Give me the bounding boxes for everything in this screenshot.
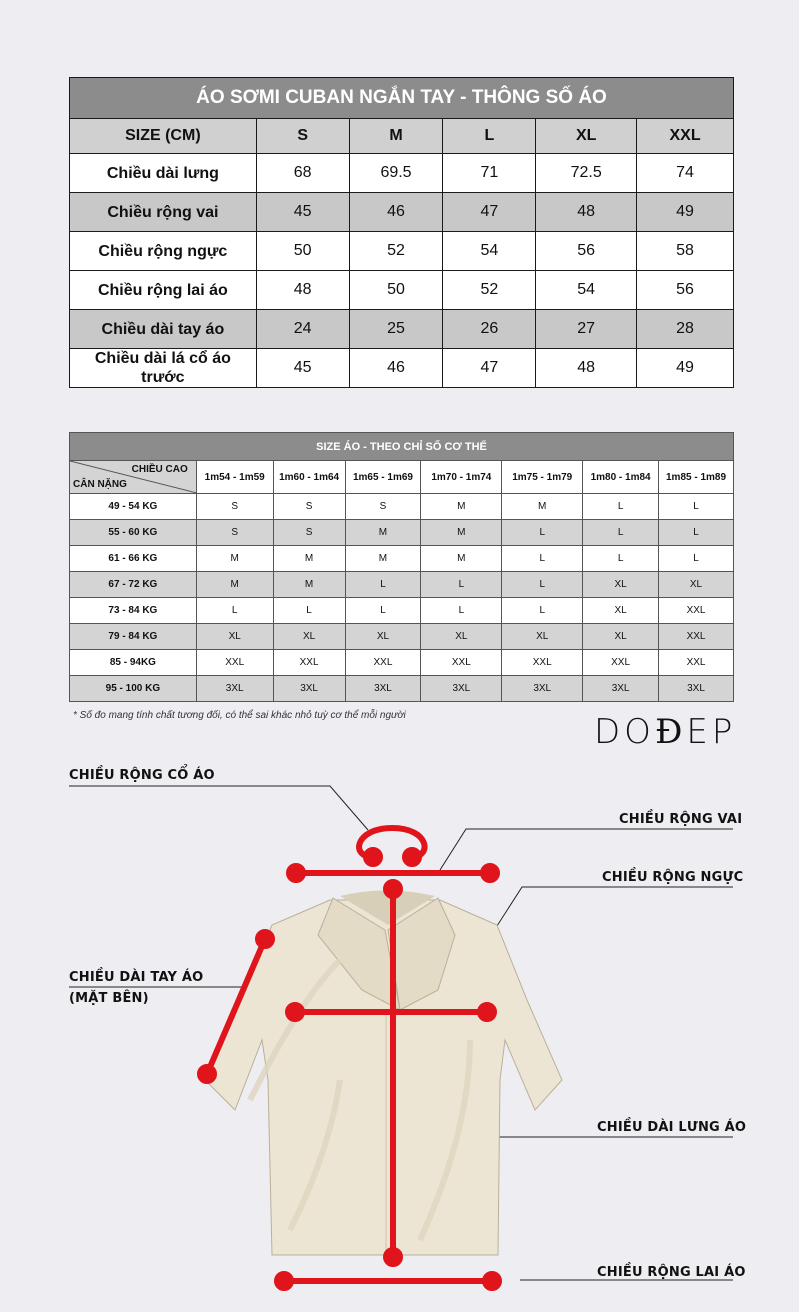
size-cell: L (421, 598, 502, 624)
table-cell: 69.5 (349, 154, 443, 193)
spec-table (69, 77, 734, 388)
table-row (70, 598, 734, 624)
table-cell: 48 (256, 271, 349, 310)
size-cell: XXL (659, 598, 734, 624)
row-label: Chiều dài lưng (70, 154, 257, 193)
table-row (70, 271, 734, 310)
body-table-title: SIZE ÁO - THEO CHỈ SỐ CƠ THỂ (70, 433, 734, 461)
callout-collar: CHIỀU RỘNG CỔ ÁO (69, 768, 215, 783)
table-cell: 52 (443, 271, 536, 310)
size-cell: L (345, 572, 421, 598)
table-row (70, 572, 734, 598)
height-header: 1m80 - 1m84 (583, 461, 659, 494)
size-cell: L (502, 598, 583, 624)
size-cell: 3XL (196, 676, 273, 702)
table-row (70, 520, 734, 546)
table-cell: 50 (256, 232, 349, 271)
size-cell: XL (273, 624, 345, 650)
size-cell: XXL (421, 650, 502, 676)
row-label: Chiều dài lá cổ áo trước (70, 349, 257, 388)
size-cell: XXL (659, 624, 734, 650)
table-cell: 49 (637, 349, 734, 388)
size-cell: L (502, 520, 583, 546)
corner-cell (70, 461, 197, 494)
callout-chest: CHIỀU RỘNG NGỰC (602, 870, 744, 885)
table-cell: 48 (536, 349, 637, 388)
table-cell: 56 (637, 271, 734, 310)
callout-sleeve-note: (MẶT BÊN) (69, 991, 149, 1006)
size-cell: XXL (345, 650, 421, 676)
spec-header-l: L (443, 119, 536, 154)
weight-label: 95 - 100 KG (70, 676, 197, 702)
size-cell: XL (345, 624, 421, 650)
size-cell: M (421, 520, 502, 546)
callout-sleeve: CHIỀU DÀI TAY ÁO (69, 970, 204, 985)
table-cell: 47 (443, 349, 536, 388)
size-cell: M (196, 546, 273, 572)
disclaimer-note: * Số đo mang tính chất tương đối, có thể sai khác nhỏ tuỳ cơ thể mỗi người (73, 710, 406, 721)
size-cell: XL (421, 624, 502, 650)
table-cell: 45 (256, 349, 349, 388)
table-row (70, 310, 734, 349)
spec-table-title: ÁO SƠMI CUBAN NGẮN TAY - THÔNG SỐ ÁO (70, 78, 734, 119)
size-cell: L (273, 598, 345, 624)
height-header: 1m54 - 1m59 (196, 461, 273, 494)
shirt-measurement-diagram (0, 740, 799, 1312)
size-cell: L (502, 572, 583, 598)
size-cell: M (421, 546, 502, 572)
size-cell: L (583, 494, 659, 520)
brand-logo: DOĐEP (594, 712, 737, 752)
table-cell: 50 (349, 271, 443, 310)
size-cell: XXL (583, 650, 659, 676)
height-header: 1m85 - 1m89 (659, 461, 734, 494)
row-label: Chiều rộng lai áo (70, 271, 257, 310)
size-cell: 3XL (659, 676, 734, 702)
size-cell: S (196, 494, 273, 520)
size-cell: 3XL (583, 676, 659, 702)
size-cell: 3XL (273, 676, 345, 702)
spec-header-s: S (256, 119, 349, 154)
callout-back-length: CHIỀU DÀI LƯNG ÁO (597, 1120, 747, 1135)
height-header: 1m75 - 1m79 (502, 461, 583, 494)
size-cell: M (345, 520, 421, 546)
weight-label: 49 - 54 KG (70, 494, 197, 520)
table-row (70, 676, 734, 702)
table-cell: 27 (536, 310, 637, 349)
size-cell: L (659, 520, 734, 546)
size-cell: XL (583, 624, 659, 650)
table-cell: 52 (349, 232, 443, 271)
table-cell: 47 (443, 193, 536, 232)
table-row (70, 193, 734, 232)
size-cell: M (196, 572, 273, 598)
table-row (70, 232, 734, 271)
table-row (70, 494, 734, 520)
size-cell: L (583, 520, 659, 546)
size-cell: XXL (659, 650, 734, 676)
table-cell: 45 (256, 193, 349, 232)
size-cell: L (583, 546, 659, 572)
row-label: Chiều dài tay áo (70, 310, 257, 349)
table-row (70, 624, 734, 650)
callout-shoulder: CHIỀU RỘNG VAI (619, 812, 743, 827)
size-cell: L (421, 572, 502, 598)
size-cell: M (345, 546, 421, 572)
size-cell: L (659, 494, 734, 520)
table-cell: 26 (443, 310, 536, 349)
table-cell: 54 (443, 232, 536, 271)
table-cell: 46 (349, 193, 443, 232)
size-cell: S (273, 494, 345, 520)
table-cell: 74 (637, 154, 734, 193)
weight-label: 61 - 66 KG (70, 546, 197, 572)
size-cell: XXL (502, 650, 583, 676)
size-cell: XL (502, 624, 583, 650)
size-cell: 3XL (502, 676, 583, 702)
height-header: 1m65 - 1m69 (345, 461, 421, 494)
size-cell: 3XL (421, 676, 502, 702)
weight-axis-label: CÂN NẶNG (73, 479, 127, 490)
size-cell: XL (583, 598, 659, 624)
callout-hem: CHIỀU RỘNG LAI ÁO (597, 1265, 746, 1280)
table-cell: 25 (349, 310, 443, 349)
table-cell: 49 (637, 193, 734, 232)
table-cell: 24 (256, 310, 349, 349)
size-cell: M (273, 572, 345, 598)
table-row (70, 650, 734, 676)
weight-label: 67 - 72 KG (70, 572, 197, 598)
size-cell: M (421, 494, 502, 520)
table-cell: 48 (536, 193, 637, 232)
size-cell: XL (659, 572, 734, 598)
table-row (70, 349, 734, 388)
weight-label: 85 - 94KG (70, 650, 197, 676)
table-cell: 56 (536, 232, 637, 271)
spec-header-xxl: XXL (637, 119, 734, 154)
row-label: Chiều rộng ngực (70, 232, 257, 271)
weight-label: 79 - 84 KG (70, 624, 197, 650)
table-row (70, 154, 734, 193)
height-axis-label: CHIỀU CAO (131, 464, 188, 475)
table-cell: 46 (349, 349, 443, 388)
height-header: 1m60 - 1m64 (273, 461, 345, 494)
table-cell: 54 (536, 271, 637, 310)
spec-header-xl: XL (536, 119, 637, 154)
spec-header-size: SIZE (CM) (70, 119, 257, 154)
size-cell: L (502, 546, 583, 572)
size-cell: XXL (196, 650, 273, 676)
size-cell: 3XL (345, 676, 421, 702)
height-header: 1m70 - 1m74 (421, 461, 502, 494)
size-cell: M (273, 546, 345, 572)
size-cell: L (196, 598, 273, 624)
table-row (70, 546, 734, 572)
row-label: Chiều rộng vai (70, 193, 257, 232)
size-cell: XL (196, 624, 273, 650)
size-cell: S (273, 520, 345, 546)
body-size-table (69, 432, 734, 702)
table-cell: 58 (637, 232, 734, 271)
size-cell: S (196, 520, 273, 546)
size-cell: XXL (273, 650, 345, 676)
size-cell: S (345, 494, 421, 520)
weight-label: 55 - 60 KG (70, 520, 197, 546)
table-cell: 72.5 (536, 154, 637, 193)
size-cell: XL (583, 572, 659, 598)
table-cell: 68 (256, 154, 349, 193)
weight-label: 73 - 84 KG (70, 598, 197, 624)
size-cell: L (345, 598, 421, 624)
size-cell: M (502, 494, 583, 520)
table-cell: 71 (443, 154, 536, 193)
spec-header-m: M (349, 119, 443, 154)
size-cell: L (659, 546, 734, 572)
table-cell: 28 (637, 310, 734, 349)
